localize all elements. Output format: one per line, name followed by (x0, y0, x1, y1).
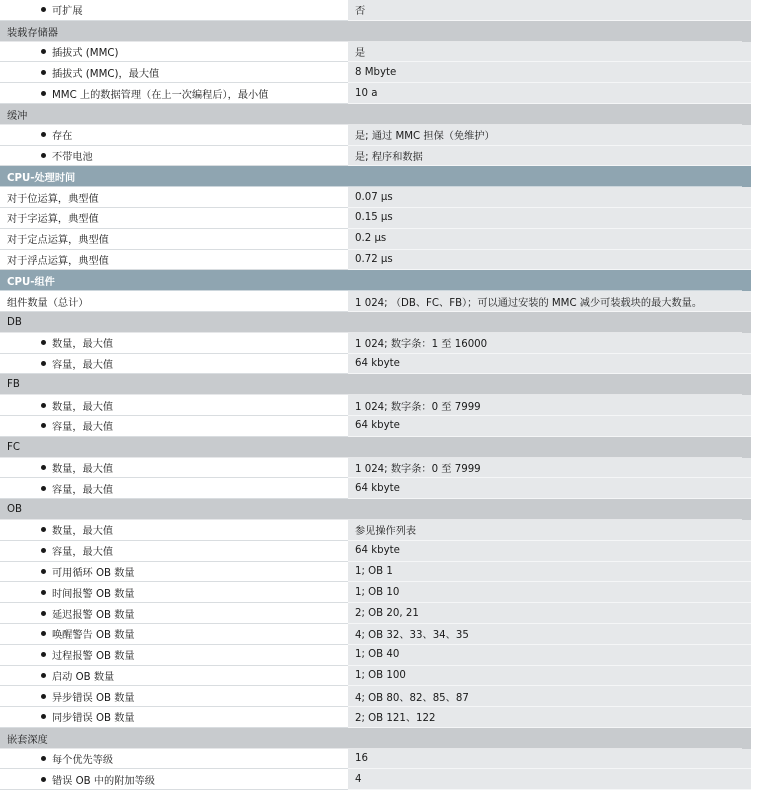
bullet-icon (41, 631, 46, 636)
row-label (0, 769, 348, 790)
row-value (348, 478, 751, 499)
row-value-text: 1 024; （DB、FC、FB）；可以通过安装的 MMC 减少可装载块的最大数量。 (355, 297, 703, 309)
row-value-text: 64 kbyte (355, 545, 400, 557)
row-label-text: 插拔式 (MMC) (52, 47, 119, 59)
row-value (348, 624, 751, 645)
row-label (0, 83, 348, 104)
row-value-text: 4; OB 80、82、85、87 (355, 692, 469, 704)
row-label-text: 容量，最大值 (52, 547, 114, 559)
table-row (0, 354, 760, 375)
row-value (348, 769, 751, 790)
table-row (0, 229, 760, 250)
bullet-icon (41, 652, 46, 657)
row-label (0, 333, 348, 354)
bullet-icon (41, 590, 46, 595)
row-label (0, 624, 348, 645)
row-label (0, 499, 22, 520)
section-header (0, 166, 751, 187)
row-label-text: 每个优先等级 (52, 755, 114, 767)
row-value (348, 582, 751, 603)
bullet-icon (41, 49, 46, 54)
table-row (0, 250, 760, 271)
row-label (0, 686, 348, 707)
row-value-text: 1; OB 10 (355, 586, 400, 598)
table-row (0, 666, 760, 687)
row-value-text: 是 (355, 47, 366, 59)
row-label-text: 组件数量（总计） (7, 297, 89, 309)
row-label (0, 21, 58, 42)
row-label-text: OB (7, 504, 23, 516)
row-value-text: 是; 通过 MMC 担保（免维护） (355, 131, 495, 143)
table-row (0, 458, 760, 479)
row-label (0, 520, 348, 541)
table-row (0, 291, 760, 312)
subsection-header (0, 312, 751, 333)
row-value-text: 64 kbyte (355, 357, 400, 369)
row-label (0, 603, 348, 624)
row-label (0, 125, 348, 146)
bullet-icon (41, 527, 46, 532)
table-row (0, 749, 760, 770)
bullet-icon (41, 548, 46, 553)
row-label (0, 312, 22, 333)
row-label-text: DB (7, 316, 22, 328)
row-label-text: 数量，最大值 (52, 526, 114, 538)
bullet-icon (41, 569, 46, 574)
row-value-text: 1; OB 1 (355, 565, 393, 577)
row-label (0, 416, 348, 437)
row-label-text: MMC 上的数据管理（在上一次编程后），最小值 (52, 89, 269, 101)
row-value-text: 0.72 μs (355, 253, 393, 265)
row-label (0, 582, 348, 603)
bullet-icon (41, 465, 46, 470)
row-value (348, 229, 751, 250)
bullet-icon (41, 70, 46, 75)
subsection-header (0, 21, 751, 42)
row-label (0, 354, 348, 375)
row-label-text: 容量，最大值 (52, 422, 114, 434)
row-value (348, 562, 751, 583)
row-value-text: 1; OB 100 (355, 669, 406, 681)
row-value-text: 2; OB 121、122 (355, 713, 436, 725)
row-label-text: 容量，最大值 (52, 359, 114, 371)
row-value-text: 4; OB 32、33、34、35 (355, 630, 469, 642)
table-row (0, 562, 760, 583)
table-row (0, 769, 760, 790)
bullet-icon (41, 7, 46, 12)
row-value-text: 否 (355, 6, 366, 18)
row-label (0, 728, 48, 749)
row-value (348, 541, 751, 562)
row-label-text: 时间报警 OB 数量 (52, 588, 135, 600)
row-label-text: 对于浮点运算，典型值 (7, 255, 109, 267)
bullet-icon (41, 714, 46, 719)
row-label-text: CPU-处理时间 (7, 173, 76, 185)
table-row (0, 582, 760, 603)
bullet-icon (41, 403, 46, 408)
row-value-text: 0.2 μs (355, 233, 387, 245)
row-label-text: 存在 (52, 131, 73, 143)
row-label-text: 数量，最大值 (52, 339, 114, 351)
row-value (348, 416, 751, 437)
row-label-text: 装载存储器 (7, 27, 58, 39)
bullet-icon (41, 777, 46, 782)
row-label (0, 208, 348, 229)
row-value-text: 0.15 μs (355, 212, 393, 224)
row-label-text: 数量，最大值 (52, 401, 114, 413)
row-value (348, 83, 751, 104)
row-value-text: 参见操作列表 (355, 526, 417, 538)
table-row (0, 624, 760, 645)
row-value-text: 10 a (355, 87, 378, 99)
row-value-text: 8 Mbyte (355, 66, 397, 78)
row-label-text: 异步错误 OB 数量 (52, 692, 135, 704)
row-value-text: 64 kbyte (355, 482, 400, 494)
row-label-text: 过程报警 OB 数量 (52, 651, 135, 663)
row-label (0, 187, 348, 208)
row-label (0, 645, 348, 666)
row-label-text: 延迟报警 OB 数量 (52, 609, 135, 621)
row-label-text: FC (7, 441, 20, 453)
row-label (0, 166, 75, 187)
bullet-icon (41, 361, 46, 366)
table-row (0, 83, 760, 104)
row-label-text: 唤醒警告 OB 数量 (52, 630, 135, 642)
row-value (348, 42, 751, 63)
row-value (348, 0, 751, 21)
row-value (348, 749, 751, 770)
row-value-text: 是; 程序和数据 (355, 151, 423, 163)
row-label (0, 749, 348, 770)
bullet-icon (41, 423, 46, 428)
bullet-icon (41, 340, 46, 345)
row-value (348, 125, 751, 146)
row-label (0, 666, 348, 687)
row-label-text: 对于字运算，典型值 (7, 214, 99, 226)
row-label-text: 嵌套深度 (7, 734, 48, 746)
row-label (0, 395, 348, 416)
table-row (0, 603, 760, 624)
bullet-icon (41, 153, 46, 158)
row-value (348, 208, 751, 229)
row-label-text: 缓冲 (7, 110, 28, 122)
table-row (0, 645, 760, 666)
row-label-text: 同步错误 OB 数量 (52, 713, 135, 725)
table-row (0, 42, 760, 63)
row-value (348, 62, 751, 83)
row-value (348, 146, 751, 167)
table-row (0, 520, 760, 541)
subsection-header (0, 499, 751, 520)
table-row (0, 62, 760, 83)
row-value (348, 250, 751, 271)
row-value (348, 520, 751, 541)
row-value (348, 707, 751, 728)
row-label (0, 104, 27, 125)
row-value (348, 458, 751, 479)
row-label-text: 数量，最大值 (52, 463, 114, 475)
row-value (348, 354, 751, 375)
bullet-icon (41, 673, 46, 678)
row-value-text: 4 (355, 773, 362, 785)
subsection-header (0, 374, 751, 395)
row-label (0, 250, 348, 271)
subsection-header (0, 437, 751, 458)
row-value-text: 0.07 μs (355, 191, 393, 203)
row-label (0, 146, 348, 167)
bullet-icon (41, 611, 46, 616)
row-label-text: 错误 OB 中的附加等级 (52, 775, 155, 787)
row-label-text: 可扩展 (52, 6, 83, 18)
table-row (0, 686, 760, 707)
row-label (0, 374, 20, 395)
row-value-text: 1 024; 数字条：0 至 7999 (355, 463, 481, 475)
section-header (0, 270, 751, 291)
table-row (0, 395, 760, 416)
table-row (0, 707, 760, 728)
subsection-header (0, 728, 751, 749)
row-value-text: 1 024; 数字条：0 至 7999 (355, 401, 481, 413)
row-label (0, 0, 348, 21)
row-label-text: CPU-组件 (7, 277, 55, 289)
bullet-icon (41, 486, 46, 491)
row-label (0, 291, 348, 312)
row-label (0, 707, 348, 728)
row-value (348, 666, 751, 687)
row-value-text: 1; OB 40 (355, 649, 400, 661)
table-row (0, 146, 760, 167)
bullet-icon (41, 132, 46, 137)
table-row (0, 416, 760, 437)
row-value (348, 395, 751, 416)
row-label (0, 458, 348, 479)
row-label-text: 可用循环 OB 数量 (52, 567, 135, 579)
row-value-text: 1 024; 数字条：1 至 16000 (355, 339, 488, 351)
table-row (0, 333, 760, 354)
bullet-icon (41, 91, 46, 96)
row-value (348, 603, 751, 624)
row-label-text: 容量，最大值 (52, 484, 114, 496)
row-value (348, 291, 751, 312)
table-row (0, 478, 760, 499)
table-row (0, 187, 760, 208)
table-row (0, 541, 760, 562)
row-value (348, 645, 751, 666)
row-label (0, 541, 348, 562)
table-row (0, 0, 760, 21)
row-label-text: 对于位运算，典型值 (7, 193, 99, 205)
row-value-text: 16 (355, 753, 368, 765)
subsection-header (0, 104, 751, 125)
table-row (0, 208, 760, 229)
bullet-icon (41, 694, 46, 699)
row-label (0, 270, 55, 291)
row-value-text: 64 kbyte (355, 420, 400, 432)
table-row (0, 125, 760, 146)
row-label (0, 478, 348, 499)
row-label-text: 不带电池 (52, 151, 93, 163)
row-value (348, 686, 751, 707)
row-value (348, 187, 751, 208)
bullet-icon (41, 756, 46, 761)
row-label (0, 229, 348, 250)
row-value-text: 2; OB 20, 21 (355, 607, 419, 619)
row-label (0, 42, 348, 63)
row-label (0, 562, 348, 583)
row-label-text: 插拔式 (MMC)，最大值 (52, 68, 160, 80)
row-label (0, 62, 348, 83)
row-label-text: FB (7, 379, 20, 391)
row-label (0, 437, 20, 458)
row-label-text: 启动 OB 数量 (52, 671, 115, 683)
row-value (348, 333, 751, 354)
row-label-text: 对于定点运算，典型值 (7, 235, 109, 247)
